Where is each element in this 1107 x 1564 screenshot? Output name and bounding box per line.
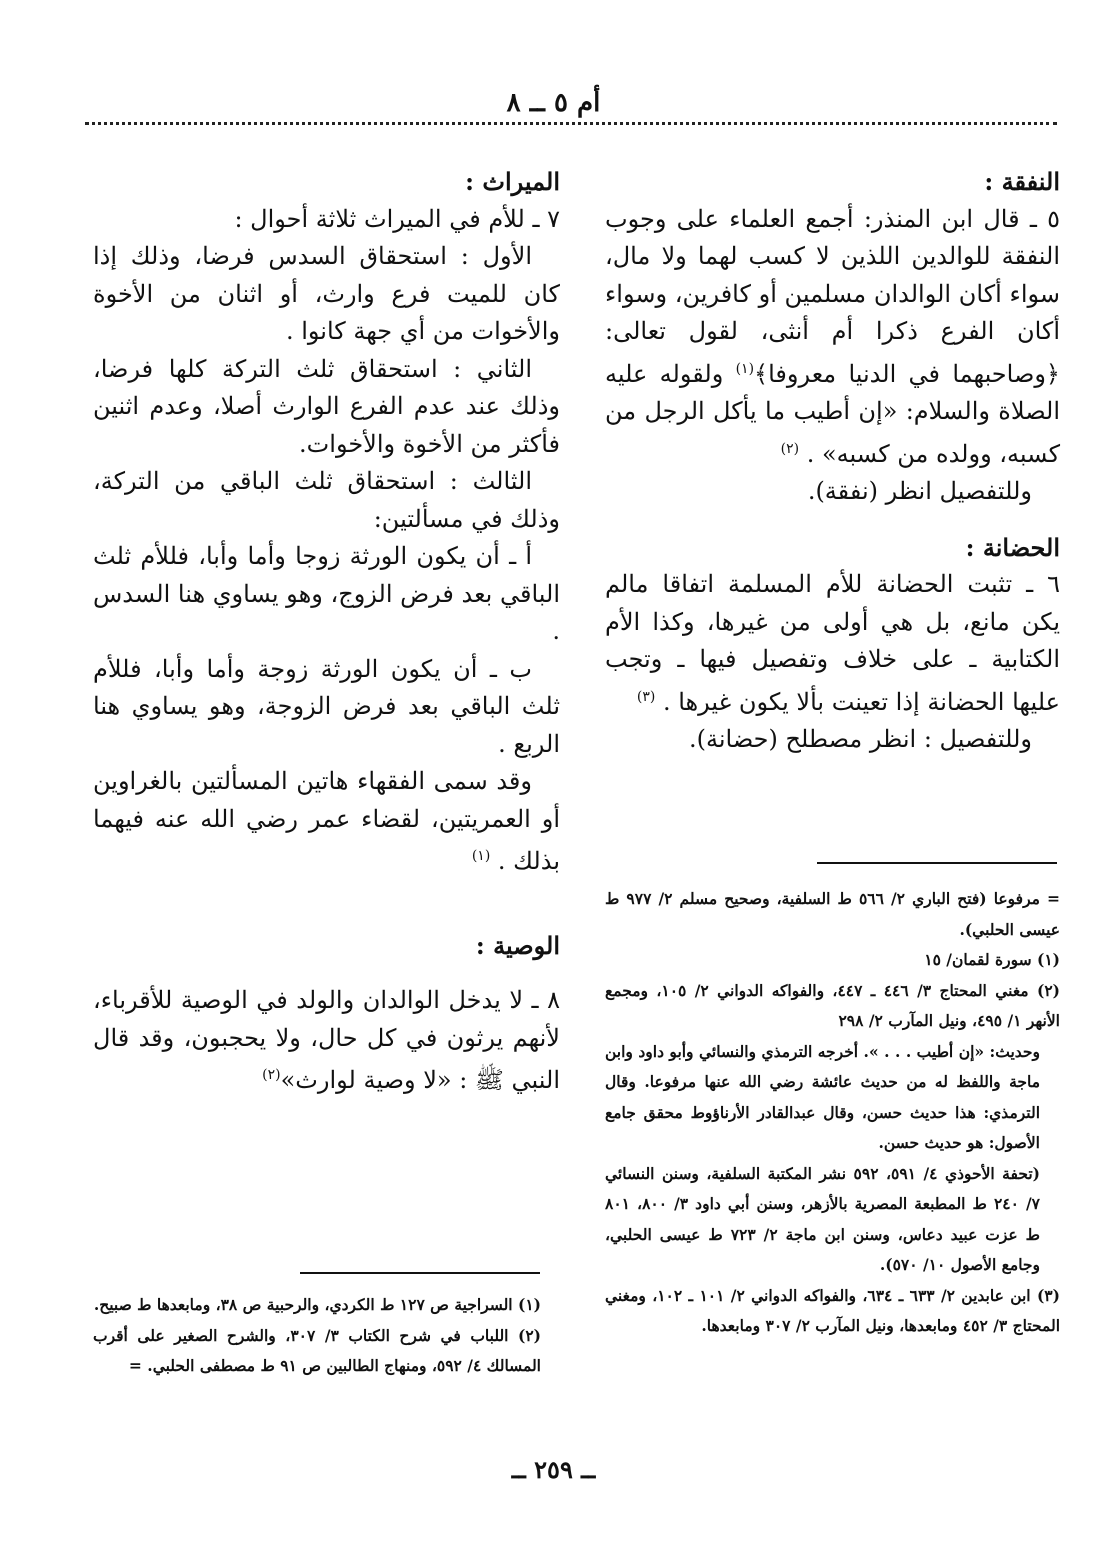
section-heading-nafaqa: النفقة : [984, 167, 1060, 196]
paragraph-6-text: ٦ ـ تثبت الحضانة للأم المسلمة اتفاقا مالم يكن مانع، بل هي أولى من غيرها، وكذا الأم الكتابية ـ على خلاف وتفصيل فيها ـ وتجب عليها الحضانة إذا تعينت بألا يكون غيرها . [605, 570, 1061, 716]
paragraph-5-detail: وللتفصيل انظر (نفقة). [807, 477, 1032, 505]
paragraph-8-text: ٨ ـ لا يدخل الوالدان والولد في الوصية للأقرباء، لأنهم يرثون في كل حال، ولا يحجبون، وقد قال النبي ﷺ : «لا وصية لوارث» [93, 986, 560, 1094]
paragraph-7-second: الثاني : استحقاق ثلث التركة كلها فرضا، وذلك عند عدم الفرع الوارث أصلا، وعدم اثنين فأكثر من الأخوة والأخوات. [93, 354, 560, 458]
paragraph-7-named-text: وقد سمى الفقهاء هاتين المسألتين بالغراوين أو العمريتين، لقضاء عمر رضي الله عنه فيهما بذلك . [93, 767, 560, 875]
header-dotted-rule [85, 122, 1057, 125]
paragraph-7-intro: ٧ ـ للأم في الميراث ثلاثة أحوال : [234, 204, 560, 233]
footnote-2-sources: (تحفة الأحوذي ٤/ ٥٩١، ٥٩٢ نشر المكتبة السلفية، وسنن النسائي ٧/ ٢٤٠ ط المطبعة المصرية بالأزهر، وسنن أبي داود ٣/ ٨٠٠، ٨٠١ ط عزت عبيد دعاس، وسنن ابن ماجة ٢/ ٧٢٣ ط عيسى الحلبي، وجامع الأصول ١٠/ ٥٧٠). [605, 1163, 1040, 1274]
left-column [93, 163, 560, 1100]
footnote-2-hadith: وحديث: «إن أطيب . . . ». أخرجه الترمذي والنسائي وأبو داود وابن ماجة واللفظ له من حديث عائشة رضي الله عنها مرفوعا. وقال الترمذي: هذا حديث حسن، وقال عبدالقادر الأرناؤوط محقق جامع الأصول: هو حديث حسن. [605, 1041, 1040, 1152]
footnote-3: (٣) ابن عابدين ٢/ ٦٣٣ ـ ٦٣٤، والفواكه الدواني ٢/ ١٠١ ـ ١٠٢، ومغني المحتاج ٣/ ٤٥٢ ومابعدها، ونيل المآرب ٢/ ٣٠٧ ومابعدها. [605, 1285, 1060, 1335]
paragraph-8 [93, 982, 560, 1100]
page-number: ــ ٢٥٩ ــ [511, 1455, 596, 1484]
paragraph-5-text-a: ٥ ـ قال ابن المنذر: أجمع العلماء على وجوب النفقة للوالدين اللذين لا كسب لهما ولا مال، سواء أكان الوالدان مسلمين أو كافرين، وسواء أكان الفرع ذكرا أم أنثى، لقول تعالى: ﴿وصاحبهما في الدنيا معروفا﴾ [605, 204, 1060, 388]
running-header: أم ٥ ــ ٨ [506, 88, 601, 118]
right-column [605, 163, 1060, 759]
paragraph-7-b: ب ـ أن يكون الورثة زوجة وأما وأبا، فللأم ثلث الباقي بعد فرض الزوجة، وهو يساوي هنا الربع . [93, 654, 560, 758]
paragraph-5 [605, 201, 1060, 474]
footnote-ref: (١) [471, 848, 491, 864]
paragraph-7-a: أ ـ أن يكون الورثة زوجا وأما وأبا، فللأم ثلث الباقي بعد فرض الزوج، وهو يساوي هنا السدس . [93, 542, 560, 645]
paragraph-6 [605, 566, 1060, 721]
footnote-separator-left [300, 1272, 540, 1274]
paragraph-5-text-b: ولقوله عليه الصلاة والسلام: «إن أطيب ما يأكل الرجل من كسبه، وولده من كسبه» . [605, 359, 1060, 468]
footnote-ref: (١) [735, 360, 755, 377]
section-heading-wasiyya: الوصية : [475, 930, 560, 960]
footnote-ref: (٢) [780, 440, 800, 457]
footnotes-right [605, 884, 1060, 1342]
section-heading-hadana: الحضانة : [965, 532, 1060, 562]
paragraph-7-first: الأول : استحقاق السدس فرضا، وذلك إذا كان للميت فرع وارث، أو اثنان من الأخوة والأخوات من أي جهة كانوا . [93, 242, 560, 345]
footnote-1: (١) السراجية ص ١٢٧ ط الكردي، والرحبية ص ٣٨، ومابعدها ط صبيح. [93, 1295, 541, 1314]
footnote-ref: (٣) [636, 688, 656, 705]
section-heading-miras: الميراث : [465, 167, 560, 196]
footnotes-left [93, 1290, 541, 1382]
footnote-ref: (٢) [262, 1067, 281, 1083]
footnote-continuation: = مرفوعا (فتح الباري ٢/ ٥٦٦ ط السلفية، وصحيح مسلم ٢/ ٩٧٧ ط عيسى الحلبي). [605, 889, 1061, 939]
footnote-separator-right [817, 862, 1057, 864]
paragraph-7-third: الثالث : استحقاق ثلث الباقي من التركة، وذلك في مسألتين: [93, 467, 560, 533]
footnote-1: (١) سورة لقمان/ ١٥ [924, 950, 1060, 969]
footnote-2: (٢) مغني المحتاج ٣/ ٤٤٦ ـ ٤٤٧، والفواكه الدواني ٢/ ١٠٥، ومجمع الأنهر ١/ ٤٩٥، ونيل المآرب ٢/ ٢٩٨ [605, 980, 1060, 1030]
footnote-2: (٢) اللباب في شرح الكتاب ٣/ ٣٠٧، والشرح الصغير على أقرب المسالك ٤/ ٥٩٢، ومنهاج الطالبين ص ٩١ ط مصطفى الحلبي. = [93, 1325, 542, 1375]
paragraph-7-named [93, 763, 560, 881]
paragraph-6-detail: وللتفصيل : انظر مصطلح (حضانة). [689, 725, 1032, 753]
